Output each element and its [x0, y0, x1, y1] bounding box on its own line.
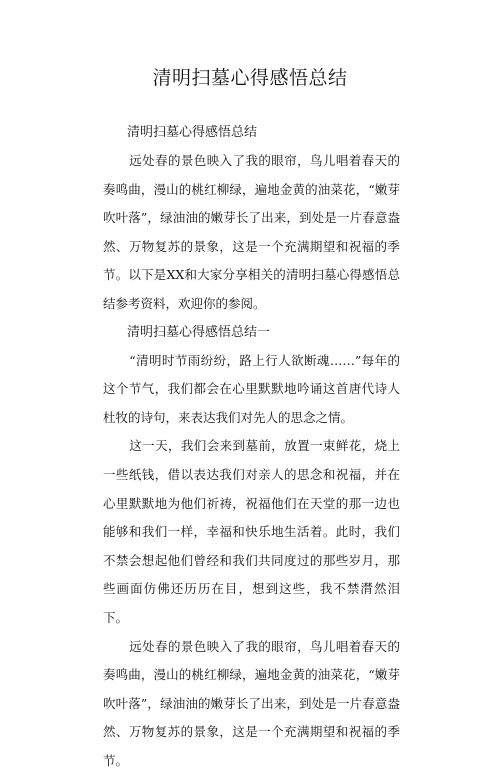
subheading-one: 清明扫墓心得感悟总结一	[127, 319, 400, 347]
paragraph-three: 远处春的景色映入了我的眼帘，鸟儿唱着春天的奏鸣曲，漫山的桃红柳绿，遍地金黄的油菜花，“嫩芽吹叶落”，绿油油的嫩芽长了出来，到处是一片春意盎然、万物复苏的景象，这是一个充满期望和祝福的季节。	[103, 633, 400, 775]
document-body	[103, 119, 400, 775]
intro-paragraph: 远处春的景色映入了我的眼帘，鸟儿唱着春天的奏鸣曲，漫山的桃红柳绿，遍地金黄的油菜花，“嫩芽吹叶落”，绿油油的嫩芽长了出来，到处是一片春意盎然、万物复苏的景象，这是一个充满期望和祝福的季节。以下是XX和大家分享相关的清明扫墓心得感悟总结参考资料，欢迎你的参阅。	[103, 147, 400, 319]
document-title: 清明扫墓心得感悟总结	[0, 66, 500, 90]
section-heading: 清明扫墓心得感悟总结	[127, 119, 400, 147]
paragraph-one: “清明时节雨纷纷，路上行人欲断魂……”每年的这个节气，我们都会在心里默默地吟诵这首唐代诗人杜牧的诗句，来表达我们对先人的思念之情。	[103, 347, 400, 433]
paragraph-two: 这一天，我们会来到墓前，放置一束鲜花，烧上一些纸钱，借以表达我们对亲人的思念和祝福，并在心里默默地为他们祈祷，祝福他们在天堂的那一边也能够和我们一样，幸福和快乐地生活着。此时，我们不禁会想起他们曾经和我们共同度过的那些岁月，那些画面仿佛还历历在目，想到这些，我不禁潸然泪下。	[103, 432, 400, 632]
